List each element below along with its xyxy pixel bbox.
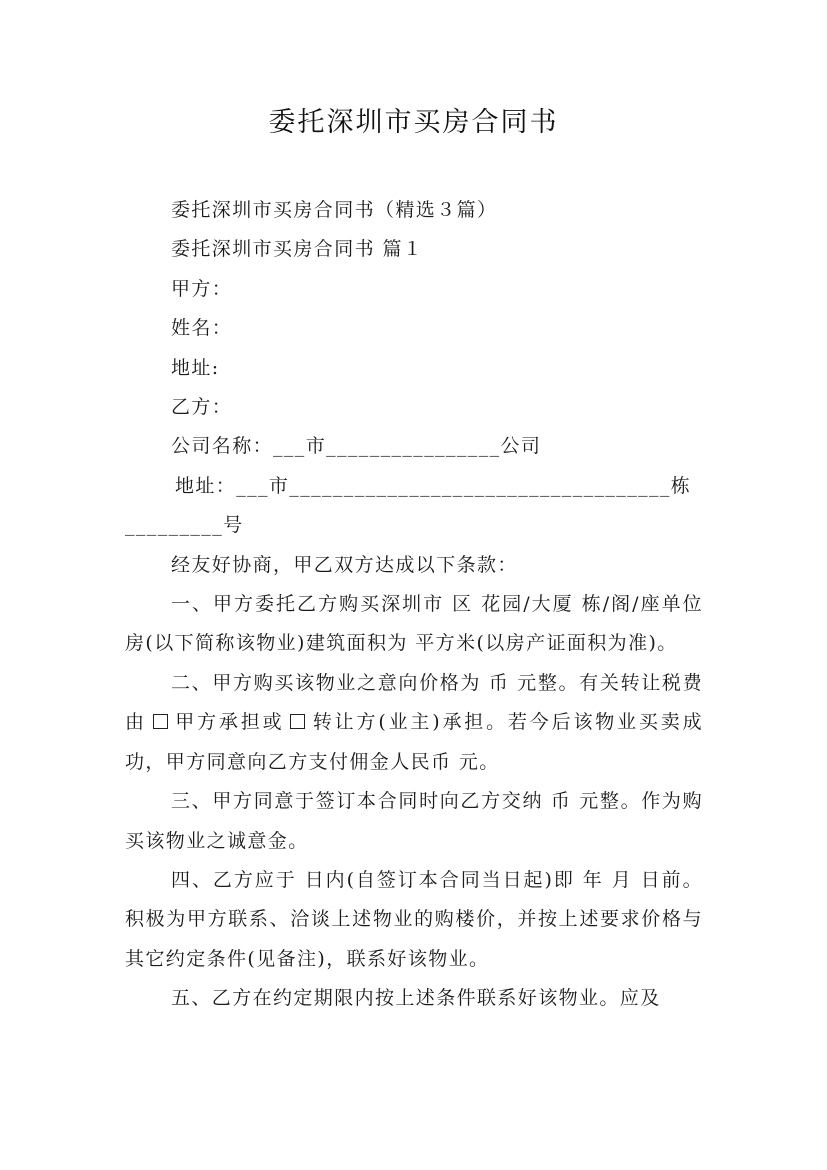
address-line-2: _________号 [125, 514, 244, 537]
document-title: 委托深圳市买房合同书 [268, 107, 559, 138]
clause-1: 一、甲方委托乙方购买深圳市 区 花园/大厦 栋/阁/座单位房(以下简称该物业)建筑面积为 平方米(以房产证面积为准)。 [125, 593, 703, 655]
section-heading: 委托深圳市买房合同书 篇１ [171, 238, 424, 261]
document-body [125, 191, 703, 1019]
subtitle: 委托深圳市买房合同书（精选３篇） [171, 199, 498, 221]
company-line: 公司名称：___市________________公司 [171, 435, 542, 458]
address-line-1: 地址：___市___________________________________栋 [175, 474, 692, 497]
intro-paragraph: 经友好协商，甲乙双方达成以下条款： [171, 553, 518, 576]
clause-2-text-a: 二、甲方购买该物业之意向价格为 币 元整。有关转让税费由 [125, 671, 703, 734]
party-b-label: 乙方： [171, 396, 233, 419]
clause-5: 五、乙方在约定期限内按上述条件联系好该物业。应及 [171, 987, 661, 1010]
clause-4: 四、乙方应于 日内(自签订本合同当日起)即 年 月 日前。积极为甲方联系、洽谈上述物业的购楼价，并按上述要求价格与其它约定条件(见备注)，联系好该物业。 [125, 868, 703, 970]
clause-2 [125, 664, 703, 782]
name-label: 姓名： [171, 317, 233, 340]
clause-2-text-c: 转让方(业主)承担。若今后该物业买卖成功，甲方同意向乙方支付佣金人民币 元。 [125, 711, 703, 773]
checkbox-party-a-bears-tax[interactable] [153, 714, 168, 729]
address-label: 地址: [171, 356, 220, 379]
clause-2-text-b: 甲方承担或 [173, 711, 285, 734]
clause-3: 三、甲方同意于签订本合同时向乙方交纳 币 元整。作为购买该物业之诚意金。 [125, 790, 703, 852]
checkbox-seller-bears-tax[interactable] [290, 714, 305, 729]
party-a-label: 甲方： [171, 277, 233, 300]
